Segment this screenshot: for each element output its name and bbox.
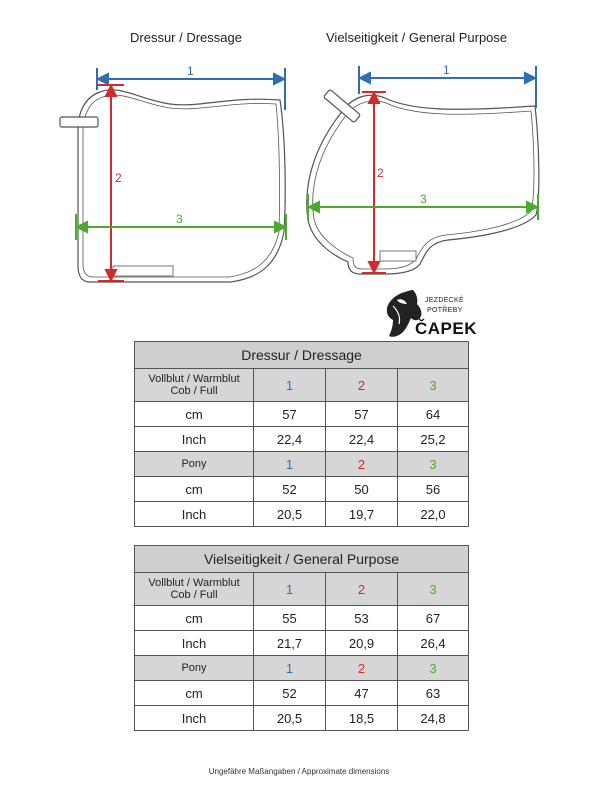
value-cell: 55 [254, 606, 326, 631]
table-row [135, 706, 469, 731]
value-cell: 18,5 [326, 706, 398, 731]
table-row [135, 502, 469, 527]
table-header-row [135, 342, 469, 369]
unit-cell: Inch [135, 706, 254, 731]
gp-measure-2 [362, 92, 386, 273]
value-cell: 24,8 [398, 706, 469, 731]
col-1-marker: 1 [254, 573, 326, 606]
table-header-row [135, 546, 469, 573]
value-cell: 20,5 [254, 502, 326, 527]
brand-name: ČAPEK [415, 319, 478, 338]
gp-label-1: 1 [443, 63, 450, 77]
value-cell: 19,7 [326, 502, 398, 527]
col-3-marker: 3 [398, 573, 469, 606]
table-row [135, 427, 469, 452]
value-cell: 56 [398, 477, 469, 502]
col-3-marker: 3 [398, 452, 469, 477]
value-cell: 64 [398, 402, 469, 427]
brand-line1: JEZDECKÉ [425, 297, 464, 304]
dressage-size-table [134, 341, 469, 527]
gp-label-2: 2 [377, 166, 384, 180]
value-cell: 22,4 [326, 427, 398, 452]
value-cell: 22,4 [254, 427, 326, 452]
value-cell: 67 [398, 606, 469, 631]
size-group-label: Vollblut / Warmblut Cob / Full [135, 573, 254, 606]
value-cell: 47 [326, 681, 398, 706]
size-group-label: Pony [135, 656, 254, 681]
value-cell: 57 [326, 402, 398, 427]
col-3-marker: 3 [398, 369, 469, 402]
size-group-label: Vollblut / Warmblut Cob / Full [135, 369, 254, 402]
col-2-marker: 2 [326, 369, 398, 402]
value-cell: 26,4 [398, 631, 469, 656]
unit-cell: cm [135, 402, 254, 427]
unit-cell: Inch [135, 427, 254, 452]
size-group-header [135, 573, 469, 606]
gp-pad-outline [307, 89, 539, 274]
footer-note: Ungefähre Maßangaben / Approximate dimensions [208, 767, 390, 776]
value-cell: 57 [254, 402, 326, 427]
unit-cell: Inch [135, 502, 254, 527]
saddle-pad-diagrams [0, 0, 598, 300]
unit-cell: cm [135, 477, 254, 502]
dressage-pad-outline [60, 90, 285, 282]
dressage-label-3: 3 [176, 212, 183, 226]
value-cell: 63 [398, 681, 469, 706]
unit-cell: cm [135, 681, 254, 706]
value-cell: 20,9 [326, 631, 398, 656]
brand-logo [383, 288, 478, 338]
size-group-label: Pony [135, 452, 254, 477]
value-cell: 52 [254, 681, 326, 706]
table-row [135, 681, 469, 706]
table-row [135, 477, 469, 502]
col-1-marker: 1 [254, 452, 326, 477]
size-group-header [135, 452, 469, 477]
value-cell: 50 [326, 477, 398, 502]
table-title: Vielseitigkeit / General Purpose [135, 546, 469, 573]
size-group-header [135, 656, 469, 681]
table-title: Dressur / Dressage [135, 342, 469, 369]
table-row [135, 402, 469, 427]
gp-diagram-title: Vielseitigkeit / General Purpose [326, 30, 508, 45]
col-3-marker: 3 [398, 656, 469, 681]
col-2-marker: 2 [326, 656, 398, 681]
value-cell: 22,0 [398, 502, 469, 527]
value-cell: 20,5 [254, 706, 326, 731]
dressage-label-1: 1 [187, 64, 194, 78]
value-cell: 25,2 [398, 427, 469, 452]
col-1-marker: 1 [254, 369, 326, 402]
col-2-marker: 2 [326, 452, 398, 477]
col-2-marker: 2 [326, 573, 398, 606]
col-1-marker: 1 [254, 656, 326, 681]
gp-label-3: 3 [420, 192, 427, 206]
table-row [135, 631, 469, 656]
unit-cell: cm [135, 606, 254, 631]
dressage-label-2: 2 [115, 171, 122, 185]
table-row [135, 606, 469, 631]
dressage-diagram-title: Dressur / Dressage [130, 30, 242, 45]
brand-line2: POTŘEBY [427, 307, 463, 314]
value-cell: 21,7 [254, 631, 326, 656]
gp-size-table [134, 545, 469, 731]
unit-cell: Inch [135, 631, 254, 656]
value-cell: 52 [254, 477, 326, 502]
size-group-header [135, 369, 469, 402]
value-cell: 53 [326, 606, 398, 631]
